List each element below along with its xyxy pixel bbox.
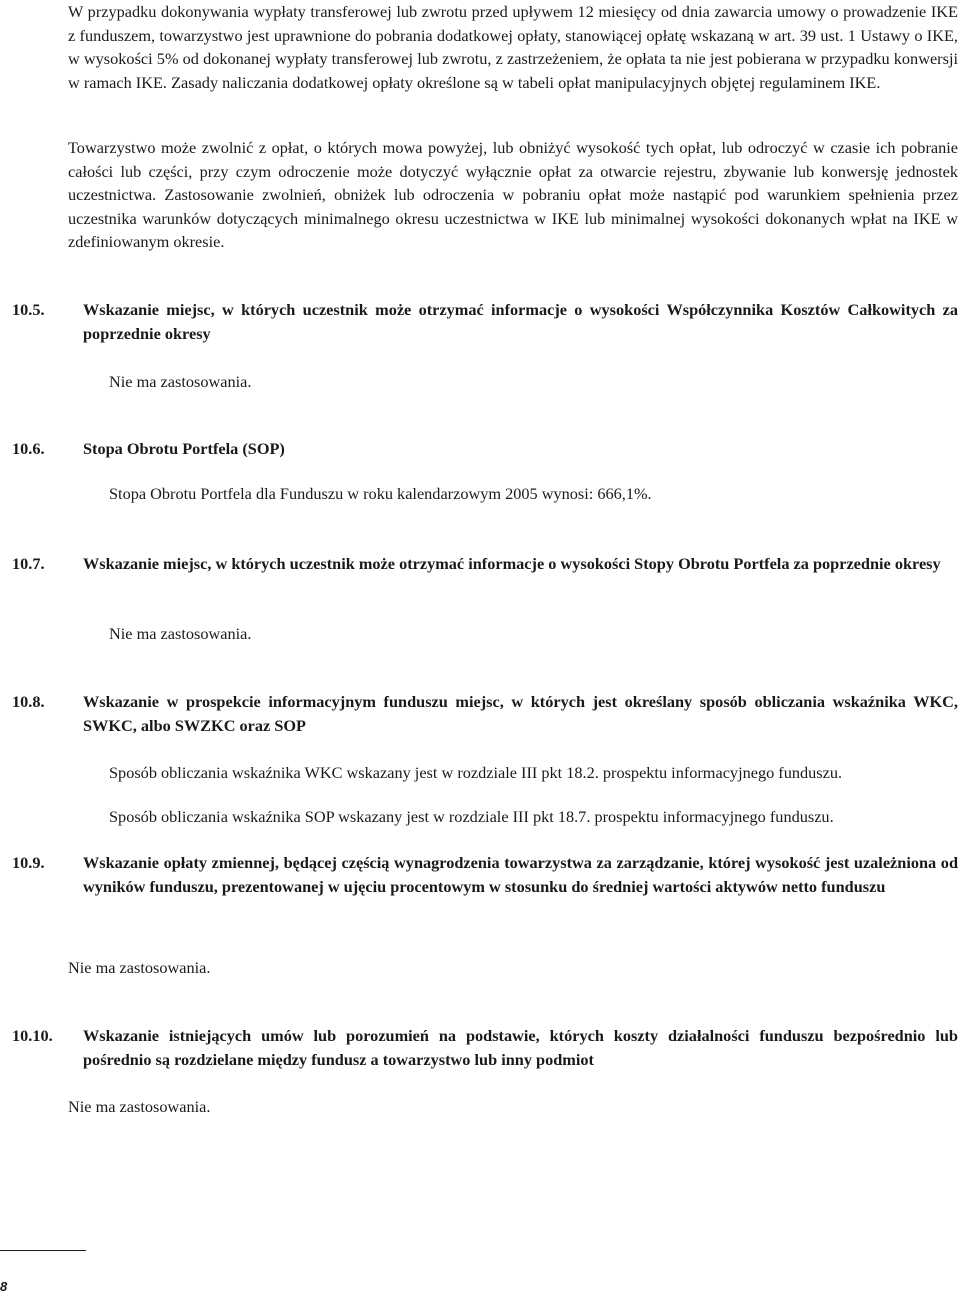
section-title: Wskazanie opłaty zmiennej, będącej częścią wynagrodzenia towarzystwa za zarządzanie, której wysokość jest uzależniona od wyników funduszu, prezentowanej w ujęciu procentowym w stosunku do średniej wartości aktywów netto funduszu: [83, 853, 958, 896]
section-body-text: Nie ma zastosowania.: [68, 1097, 211, 1116]
section-body-text: Nie ma zastosowania.: [109, 624, 252, 643]
section-number: 10.9.: [12, 853, 45, 872]
section-body-text: Sposób obliczania wskaźnika SOP wskazany jest w rozdziale III pkt 18.7. prospektu informacyjnego funduszu.: [109, 807, 834, 826]
paragraph-ike-transfer-fee: W przypadku dokonywania wypłaty transferowej lub zwrotu przed upływem 12 miesięcy od dnia zawarcia umowy o prowadzenie IKE z funduszem, towarzystwo jest uprawnione do pobrania dodatkowej opłaty, stanowiącej opłatę wskazaną w art. 39 ust. 1 Ustawy o IKE, w wysokości 5% od dokonanej wypłaty transferowej lub zwrotu, z zastrzeżeniem, że opłata ta nie jest pobierana w przypadku konwersji w ramach IKE. Zasady naliczania dodatkowej opłaty określone są w tabeli opłat manipulacyjnych objętej regulaminem IKE.: [68, 2, 958, 92]
section-number: 10.8.: [12, 692, 45, 711]
section-title: Wskazanie istniejących umów lub porozumień na podstawie, których koszty działalności funduszu bezpośrednio lub pośrednio są rozdzielane między fundusz a towarzystwo lub inny podmiot: [83, 1026, 958, 1069]
section-title: Wskazanie miejsc, w których uczestnik może otrzymać informacje o wysokości Stopy Obrotu Portfela za poprzednie okresy: [83, 554, 941, 573]
section-body-text: Stopa Obrotu Portfela dla Funduszu w roku kalendarzowym 2005 wynosi: 666,1%.: [109, 484, 652, 503]
section-body-text: Nie ma zastosowania.: [109, 372, 252, 391]
section-title: Wskazanie w prospekcie informacyjnym funduszu miejsc, w których jest określany sposób obliczania wskaźnika WKC, SWKC, albo SWZKC oraz SOP: [83, 692, 958, 735]
section-title: Wskazanie miejsc, w których uczestnik może otrzymać informacje o wysokości Współczynnika Kosztów Całkowitych za poprzednie okresy: [83, 300, 958, 343]
section-title: Stopa Obrotu Portfela (SOP): [83, 439, 285, 458]
section-number: 10.6.: [12, 439, 45, 458]
paragraph-fee-exemption: Towarzystwo może zwolnić z opłat, o których mowa powyżej, lub obniżyć wysokość tych opłat, lub odroczyć w czasie ich pobranie całości lub części, przy czym odroczenie może dotyczyć wyłącznie opłat za otwarcie rejestru, zbywanie lub konwersję jednostek uczestnictwa. Zastosowanie zwolnień, obniżek lub odroczenia w pobraniu opłat może nastąpić pod warunkiem spełnienia przez uczestnika warunków dotyczących minimalnego okresu uczestnictwa w IKE lub minimalnej wysokości dokonanych wpłat na IKE w zdefiniowanym okresie.: [68, 138, 958, 251]
section-number: 10.7.: [12, 554, 45, 573]
footnote-rule: [0, 1250, 86, 1251]
page-number: 8: [0, 1279, 8, 1294]
section-body-text: Sposób obliczania wskaźnika WKC wskazany jest w rozdziale III pkt 18.2. prospektu informacyjnego funduszu.: [109, 763, 843, 782]
section-body-text: Nie ma zastosowania.: [68, 958, 211, 977]
section-number: 10.10.: [12, 1026, 53, 1045]
section-number: 10.5.: [12, 300, 45, 319]
